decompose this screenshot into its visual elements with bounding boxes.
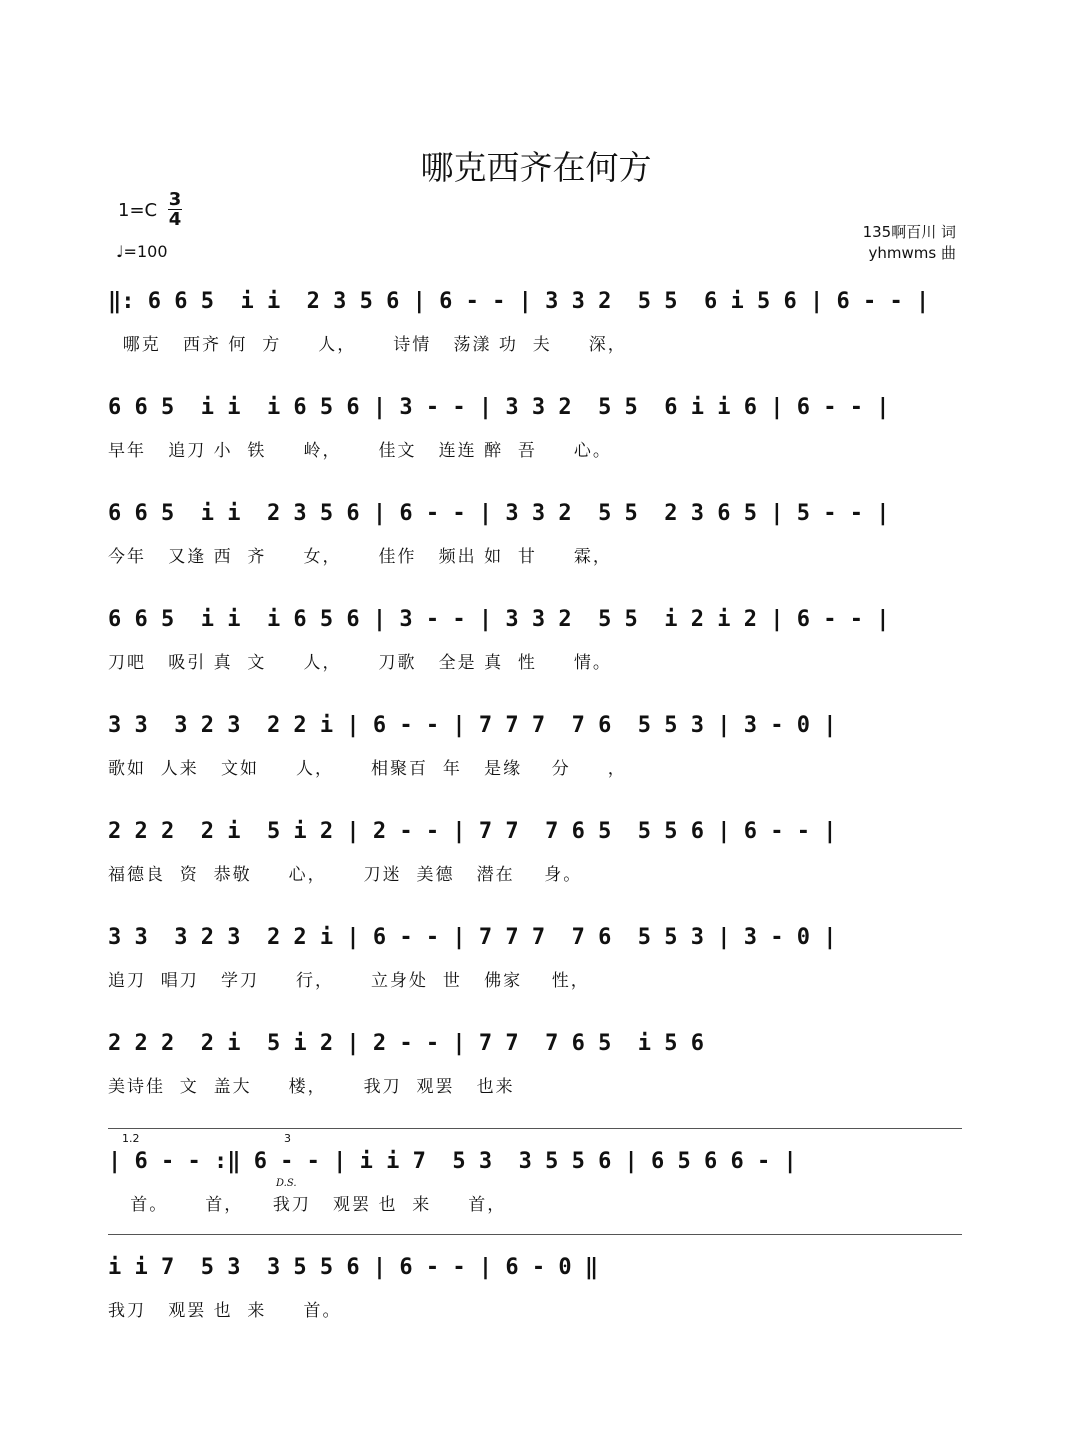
lyricist: 135啊百川 词 xyxy=(862,223,956,241)
notes-line: 2 2 2 2 i 5 i 2 | 2 - - | 7 7 7 6 5 5 5 6 | 6 - - | xyxy=(108,819,837,844)
volta-first: 1.2 xyxy=(122,1132,140,1145)
key-signature: 1=C xyxy=(118,200,158,221)
lyrics-line: 今年 又逢 西 齐 女， 佳作 频出 如 甘 霖， xyxy=(108,547,612,567)
tempo-marking: ♩=100 xyxy=(116,242,168,261)
score-system-4 xyxy=(0,600,1072,700)
volta-second: 3 xyxy=(284,1132,291,1145)
lyrics-line: 福德良 资 恭敬 心， 刀迷 美德 潜在 身。 xyxy=(108,865,583,885)
lyrics-line: 我刀 观罢 也 来 首。 xyxy=(108,1301,342,1321)
notes-line: 6 6 5 i i i 6 5 6 | 3 - - | 3 3 2 5 5 6 i i 6 | 6 - - | xyxy=(108,395,890,420)
notes-line: ‖: 6 6 5 i i 2 3 5 6 | 6 - - | 3 3 2 5 5 6 i 5 6 | 6 - - | xyxy=(108,289,930,314)
lyrics-line: 早年 追刀 小 铁 岭， 佳文 连连 醉 吾 心。 xyxy=(108,441,612,461)
lyrics-line: 歌如 人来 文如 人， 相聚百 年 是缘 分 ， xyxy=(108,759,627,779)
score-system-10 xyxy=(0,1248,1072,1348)
notes-line: 6 6 5 i i i 6 5 6 | 3 - - | 3 3 2 5 5 i 2 i 2 | 6 - - | xyxy=(108,607,890,632)
score-system-8 xyxy=(0,1024,1072,1124)
notes-line: 6 6 5 i i 2 3 5 6 | 6 - - | 3 3 2 5 5 2 3 6 5 | 5 - - | xyxy=(108,501,890,526)
score-system-7 xyxy=(0,918,1072,1018)
notes-line: 3 3 3 2 3 2 2 i | 6 - - | 7 7 7 7 6 5 5 3 | 3 - 0 | xyxy=(108,713,837,738)
score-system-2 xyxy=(0,388,1072,488)
volta-bracket xyxy=(108,1128,962,1129)
notes-line: i i 7 5 3 3 5 5 6 | 6 - - | 6 - 0 ‖ xyxy=(108,1255,599,1280)
notes-line: 2 2 2 2 i 5 i 2 | 2 - - | 7 7 7 6 5 i 5 6 xyxy=(108,1031,705,1056)
notes-line: | 6 - - :‖ 6 - - | i i 7 5 3 3 5 5 6 | 6 5 6 6 - | xyxy=(108,1149,797,1174)
lyrics-line: 刀吧 吸引 真 文 人， 刀歌 全是 真 性 情。 xyxy=(108,653,612,673)
lyrics-line: 美诗佳 文 盖大 楼， 我刀 观罢 也来 xyxy=(108,1077,515,1097)
lyrics-line: 哪克 西齐 何 方 人， 诗情 荡漾 功 夫 深， xyxy=(108,335,627,355)
notes-line: 3 3 3 2 3 2 2 i | 6 - - | 7 7 7 7 6 5 5 3 | 3 - 0 | xyxy=(108,925,837,950)
score-system-5 xyxy=(0,706,1072,806)
credits xyxy=(863,222,956,264)
system-rule xyxy=(108,1234,962,1235)
score-system-9 xyxy=(0,1132,1072,1242)
meter-top: 3 xyxy=(168,189,182,210)
score-system-6 xyxy=(0,812,1072,912)
score-system-1 xyxy=(0,282,1072,382)
dal-segno: D.S. xyxy=(276,1178,297,1189)
composer: yhmwms 曲 xyxy=(868,244,956,262)
lyrics-line: 首。 首， 我刀 观罢 也 来 首， xyxy=(108,1195,507,1215)
score-system-3 xyxy=(0,494,1072,594)
time-signature xyxy=(168,190,182,229)
song-title: 哪克西齐在何方 xyxy=(420,148,652,187)
meter-bottom: 4 xyxy=(168,209,182,230)
lyrics-line: 追刀 唱刀 学刀 行， 立身处 世 佛家 性， xyxy=(108,971,590,991)
